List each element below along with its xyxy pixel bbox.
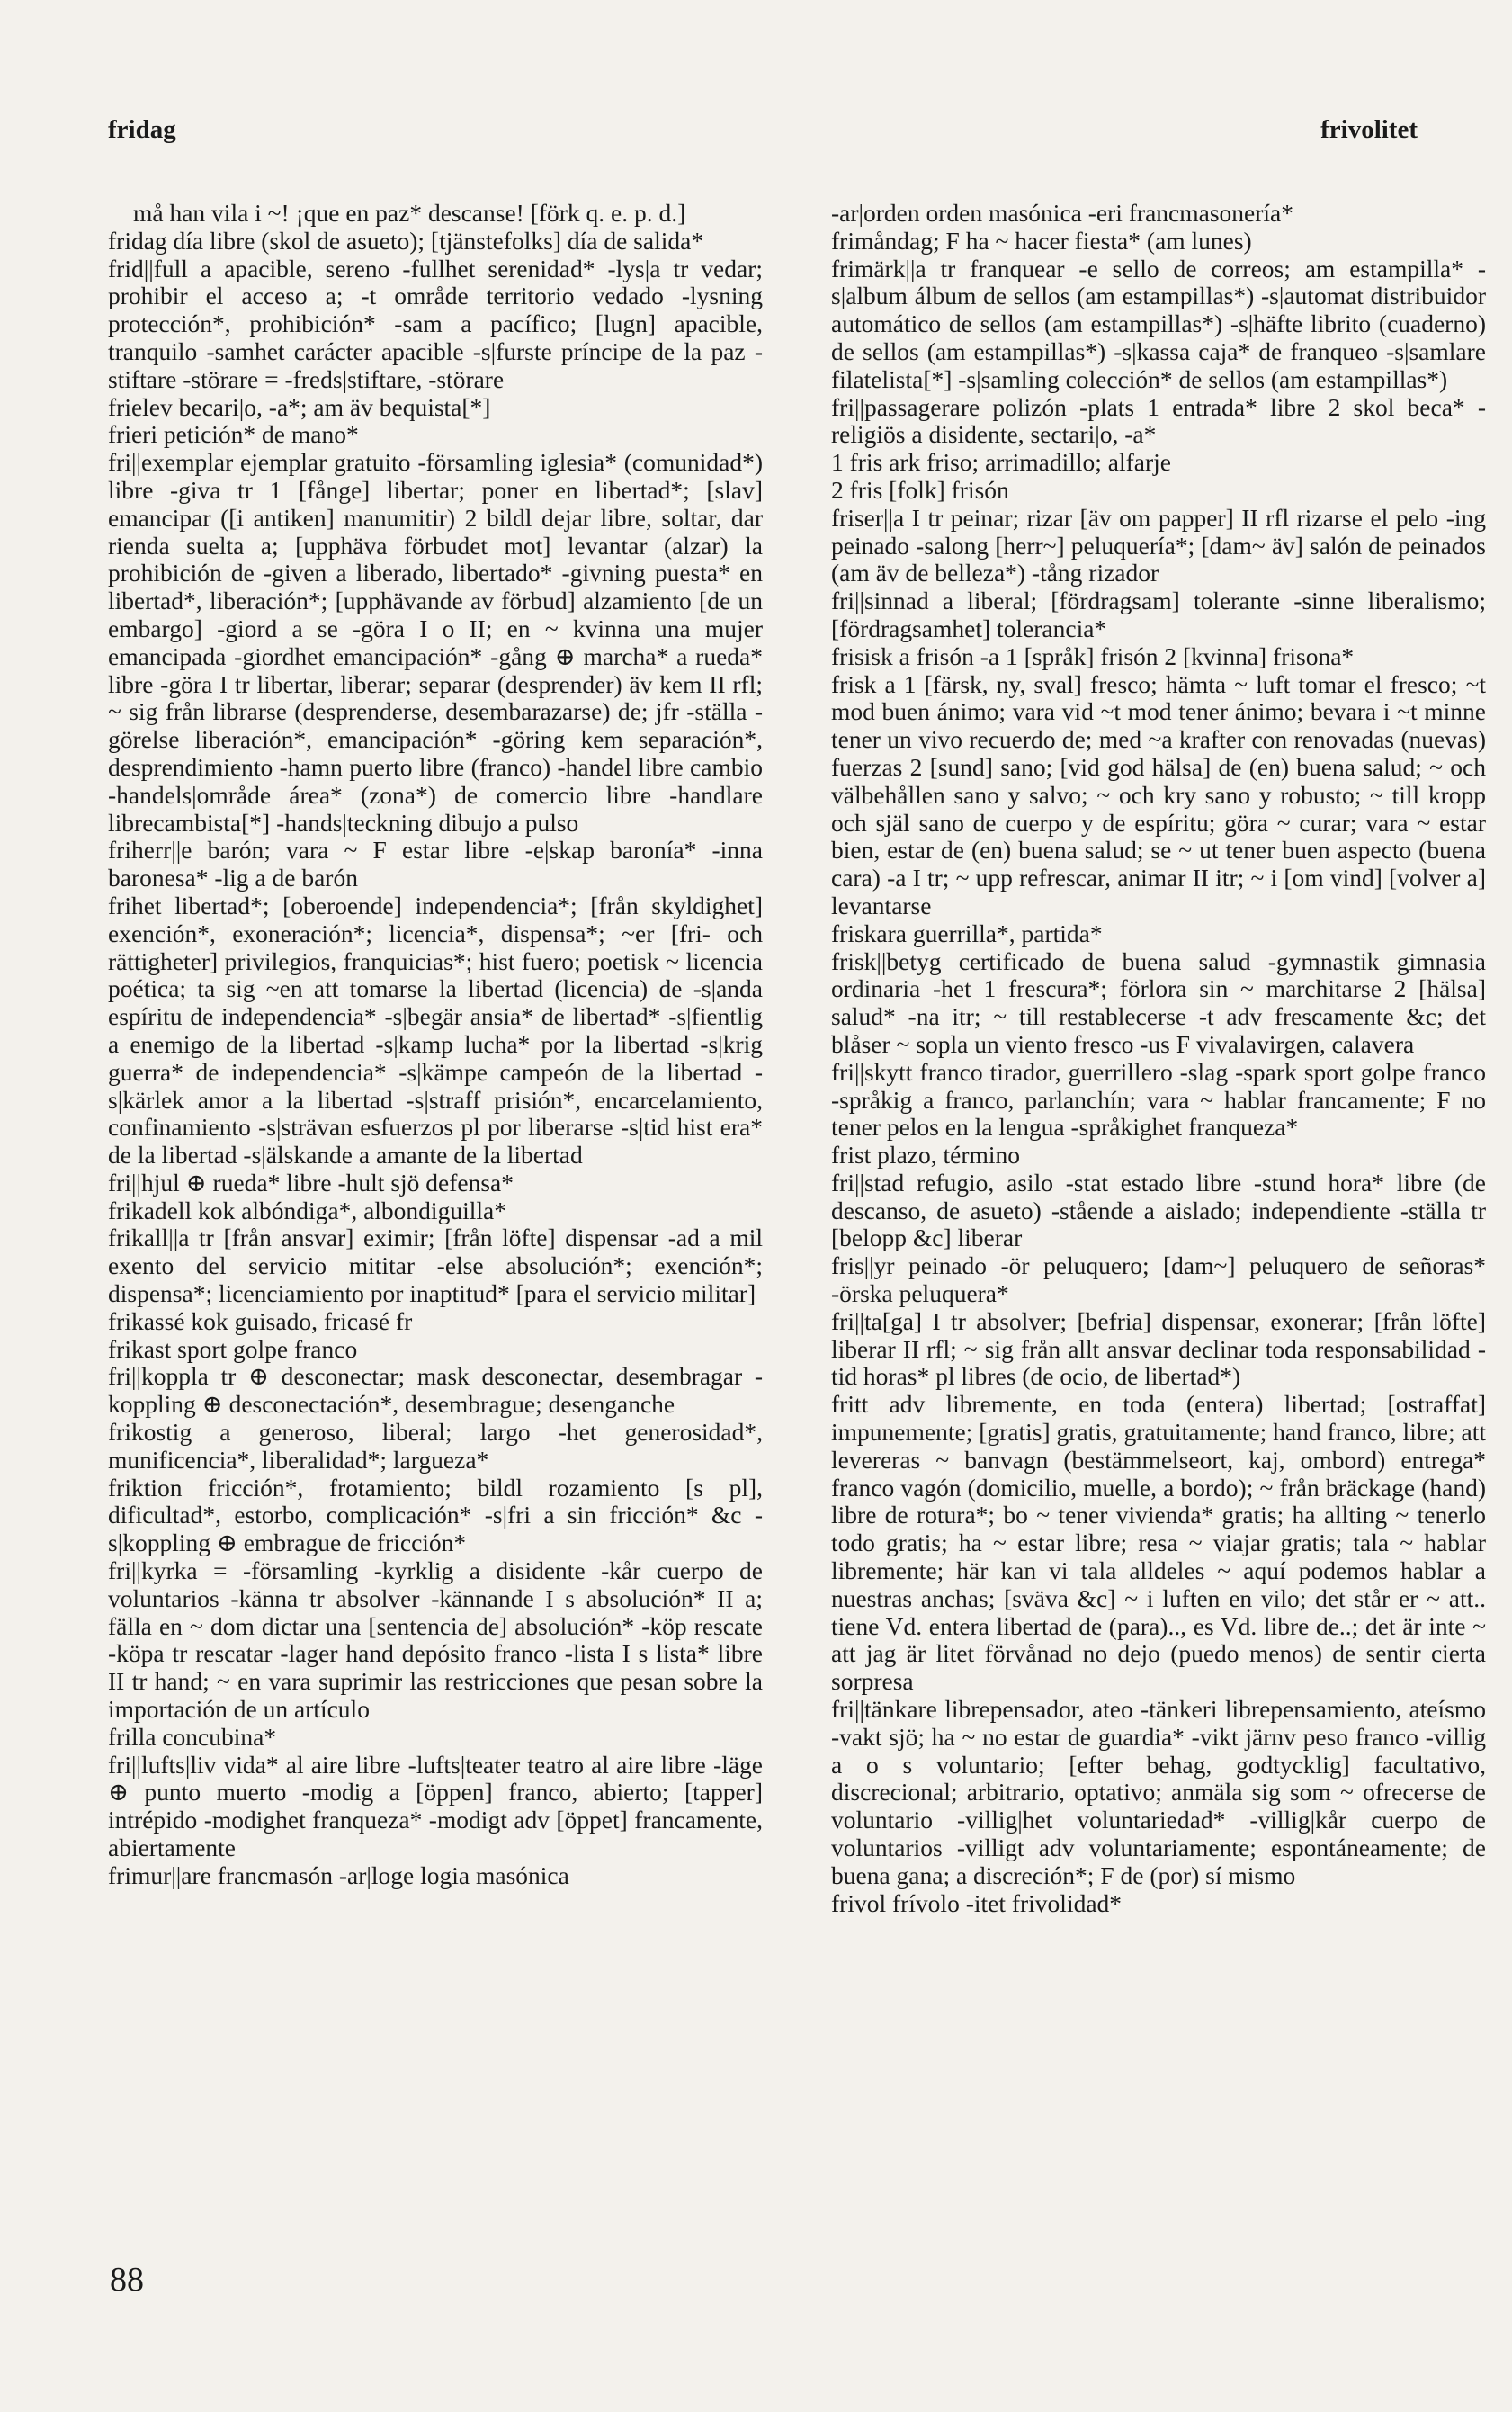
dictionary-entry: friskara guerrilla*, partida* bbox=[831, 919, 1103, 947]
dictionary-entry: frisisk a frisón -a 1 [språk] frisón 2 [kvinna] frisona* bbox=[831, 641, 1355, 670]
page-number: 88 bbox=[110, 2261, 144, 2299]
dictionary-entry: frihet libertad*; [oberoende] independencia*; [från skyldighet] exención*, exoneración*; licencia*, dispensa*; ~er [fri- och rättigheter] privilegios, franquicias*; hist fuero; poetisk ~ licencia poética; ta sig ~en att tomarse la libertad (licencia) de -s|anda espíritu de independencia* -s|begär ansia* de libertad* -s|fientlig a enemigo de la libertad -s|kamp lucha* por la libertad -s|krig guerra* de independencia* -s|kämpe campeón de la libertad -s|kärlek amor a la libertad -s|straff prisión*, encarcelamiento, confinamiento -s|strävan esfuerzos pl por liberarse -s|tid hist era* de la libertad -s|älskande a amante de la libertad bbox=[108, 891, 763, 1170]
dictionary-entry: fri||lufts|liv vida* al aire libre -lufts|teater teatro al aire libre -läge ⊕ punto muerto -modig a [öppen] franco, abierto; [tapper] intrépido -modighet franqueza* -modigt adv [öppet] francamente, abiertamente bbox=[108, 1750, 763, 1862]
dictionary-entry: fri||koppla tr ⊕ desconectar; mask desconectar, desembragar -koppling ⊕ desconectación*, desembrague; desenganche bbox=[108, 1362, 763, 1419]
dictionary-entry: fri||sinnad a liberal; [fördragsam] tolerante -sinne liberalismo; [fördragsamhet] tolerancia* bbox=[831, 587, 1486, 642]
right-column bbox=[831, 200, 1486, 2251]
dictionary-entry: fri||passagerare polizón -plats 1 entrada* libre 2 skol beca* -religiös a disidente, sectari|o, -a* bbox=[831, 392, 1486, 449]
dictionary-entry: fridag día libre (skol de asueto); [tjänstefolks] día de salida* bbox=[108, 226, 704, 255]
dictionary-entry: frist plazo, término bbox=[831, 1141, 1021, 1170]
dictionary-entry: frimärk||a tr franquear -e sello de correos; am estampilla* -s|album álbum de sellos (am estampillas*) -s|automat distribuidor automático de sellos (am estampillas*) -s|häfte librito (cuaderno) de sellos (am estampillas*) -s|kassa caja* de franqueo -s|samlare filatelista[*] -s|samling colección* de sellos (am estampillas*) bbox=[831, 254, 1486, 393]
left-column bbox=[108, 200, 763, 2251]
dictionary-entry: frilla concubina* bbox=[108, 1722, 277, 1751]
dictionary-entry: fri||exemplar ejemplar gratuito -församling iglesia* (comunidad*) libre -giva tr 1 [fånge] libertar; poner en libertad*; [slav] emancipar ([i antiken] manumitir) 2 bildl dejar libre, soltar, dar rienda suelta a; [upphäva förbudet mot] levantar (alzar) la prohibición de -given a liberado, libertado* -givning puesta* en libertad*, liberación*; [upphävande av förbud] alzamiento [de un embargo] -giord a se -göra I o II; en ~ kvinna una mujer emancipada -giordhet emancipación* -gång ⊕ marcha* a rueda* libre -göra I tr libertar, liberar; separar (desprender) äv kem II rfl; ~ sig från librarse (desprenderse, desembarazarse) de; jfr -ställa -görelse liberación*, emancipación* -göring kem separación*, desprendimiento -hamn puerto libre (franco) -handel libre cambio -handels|område área* (zona*) de comercio libre -handlare librecambista[*] -hands|teckning dibujo a pulso bbox=[108, 448, 763, 837]
dictionary-entry: frikostig a generoso, liberal; largo -het generosidad*, munificencia*, liberalidad*; largueza* bbox=[108, 1418, 763, 1474]
dictionary-entry: fri||stad refugio, asilo -stat estado libre -stund hora* libre (de descanso, de asueto) -stående a aislado; independiente -ställa tr [belopp &c] liberar bbox=[831, 1168, 1486, 1252]
dictionary-entry: frikast sport golpe franco bbox=[108, 1334, 358, 1363]
dictionary-entry: frikadell kok albóndiga*, albondiguilla* bbox=[108, 1196, 506, 1224]
dictionary-entry: frielev becari|o, -a*; am äv bequista[*] bbox=[108, 392, 491, 421]
dictionary-entry: 1 fris ark friso; arrimadillo; alfarje bbox=[831, 448, 1171, 477]
page-header bbox=[108, 115, 1418, 151]
dictionary-entry: fri||tänkare librepensador, ateo -tänkeri librepensamiento, ateísmo -vakt sjö; ha ~ no estar de guardia* -vikt järnv peso franco -villig a o s voluntario; [efter behag, godtycklig] facultativo, discrecional; arbitrario, optativo; anmäla sig som ~ ofrecerse de voluntario -villig|het voluntariedad* -villig|kår cuerpo de voluntarios -villigt adv voluntariamente; espontáneamente; de buena gana; a discreción*; F de (por) sí mismo bbox=[831, 1695, 1486, 1889]
guide-word-right: frivolitet bbox=[1320, 115, 1418, 144]
dictionary-entry: friherr||e barón; vara ~ F estar libre -e|skap baronía* -inna baronesa* -lig a de barón bbox=[108, 836, 763, 892]
dictionary-entry: 2 fris [folk] frisón bbox=[831, 475, 1009, 504]
dictionary-entry: frikassé kok guisado, fricasé fr bbox=[108, 1306, 413, 1335]
dictionary-entry: frikall||a tr [från ansvar] eximir; [från löfte] dispensar -ad a mil exento del servicio mititar -else absolución*; exención*; dispensa*; licenciamiento por inaptitud* [para el servicio militar] bbox=[108, 1224, 763, 1308]
dictionary-entry: frimur||are francmasón -ar|loge logia masónica bbox=[108, 1861, 569, 1889]
dictionary-entry: frieri petición* de mano* bbox=[108, 420, 359, 449]
dictionary-entry: frimåndag; F ha ~ hacer fiesta* (am lunes) bbox=[831, 226, 1252, 255]
dictionary-entry: fri||skytt franco tirador, guerrillero -slag -spark sport golpe franco -språkig a franco, parlanchín; vara ~ hablar francamente; F no tener pelos en la lengua -språkighet franqueza* bbox=[831, 1057, 1486, 1142]
dictionary-entry: fri||ta[ga] I tr absolver; [befria] dispensar, exonerar; [från löfte] liberar II rfl; ~ sig från allt ansvar declinar toda responsabilidad -tid horas* pl libres (de ocio, de libertad*) bbox=[831, 1306, 1486, 1391]
dictionary-entry: fri||hjul ⊕ rueda* libre -hult sjö defensa* bbox=[108, 1168, 514, 1197]
dictionary-entry: friktion fricción*, frotamiento; bildl rozamiento [s pl], dificultad*, estorbo, complicación* -s|fri a sin fricción* &c -s|koppling ⊕ embrague de fricción* bbox=[108, 1473, 763, 1557]
dictionary-entry: friser||a I tr peinar; rizar [äv om papper] II rfl rizarse el pelo -ing peinado -salong [herr~] peluquería*; [dam~ äv] salón de peinados (am äv de belleza*) -tång rizador bbox=[831, 503, 1486, 587]
dictionary-entry: frisk a 1 [färsk, ny, sval] fresco; hämta ~ luft tomar el fresco; ~t mod buen ánimo; vara vid ~t mod tener ánimo; bevara i ~t minne tener un vivo recuerdo de; med ~a krafter con renovadas (nuevas) fuerzas 2 [sund] sano; [vid god hälsa] de (en) buena salud; ~ och välbehållen sano y salvo; ~ och kry sano y robusto; ~ till kropp och själ sano de cuerpo y de espíritu; göra ~ curar; vara ~ estar bien, estar de (en) buena salud; se ~ ut tener buen aspecto (buena cara) -a I tr; ~ upp refrescar, animar II itr; ~ i [om vind] [volver a] levantarse bbox=[831, 669, 1486, 919]
guide-word-left: fridag bbox=[108, 115, 176, 144]
dictionary-entry: fritt adv libremente, en toda (entera) libertad; [ostraffat] impunemente; [gratis] gratis, gratuitamente; hand franco, libre; att levereras ~ banvagn (bestämmelseort, kaj, ombord) entrega* franco vagón (domicilio, muelle, a bordo); ~ från bräckage (hand) libre de rotura*; bo ~ tener vivienda* gratis; ha allting ~ tenerlo todo gratis; ha ~ estar libre; resa ~ viajar gratis; tala ~ hablar libremente; här kan vi tala alldeles ~ aquí podemos hablar a nuestras anchas; [sväva &c] ~ i luften en vilo; det står er ~ att.. tiene Vd. entera libertad de (para).., es Vd. libre de..; det är inte ~ att jag är litet förvånad no dejo (puedo menos) de sentir cierta sorpresa bbox=[831, 1390, 1486, 1696]
dictionary-entry: frivol frívolo -itet frivolidad* bbox=[831, 1888, 1123, 1917]
dictionary-entry: -ar|orden orden masónica -eri francmasonería* bbox=[831, 200, 1294, 227]
dictionary-entry: frisk||betyg certificado de buena salud -gymnastik gimnasia ordinaria -het 1 frescura*; förlora sin ~ marchitarse 2 [hälsa] salud* -na itr; ~ till restablecerse -t adv frescamente &c; det blåser ~ sopla un viento fresco -us F vivalavirgen, calavera bbox=[831, 946, 1486, 1058]
dictionary-entry: frid||full a apacible, sereno -fullhet serenidad* -lys|a tr vedar; prohibir el acceso a; -t område territorio vedado -lysning protección*, prohibición* -sam a pacífico; [lugn] apacible, tranquilo -samhet carácter apacible -s|furste príncipe de la paz -stiftare -störare = -freds|stiftare, -störare bbox=[108, 254, 763, 393]
dictionary-entry: må han vila i ~! ¡que en paz* descanse! [förk q. e. p. d.] bbox=[133, 200, 686, 227]
dictionary-entry: fri||kyrka = -församling -kyrklig a disidente -kår cuerpo de voluntarios -känna tr absolver -kännande I s absolución* II a; fälla en ~ dom dictar una [sentencia de] absolución* -köp rescate -köpa tr rescatar -lager hand depósito franco -lista I s lista* libre II tr hand; ~ en vara suprimir las restricciones que pesan sobre la importación de un artículo bbox=[108, 1556, 763, 1724]
dictionary-entry: fris||yr peinado -ör peluquero; [dam~] peluquero de señoras* -örska peluquera* bbox=[831, 1251, 1486, 1308]
